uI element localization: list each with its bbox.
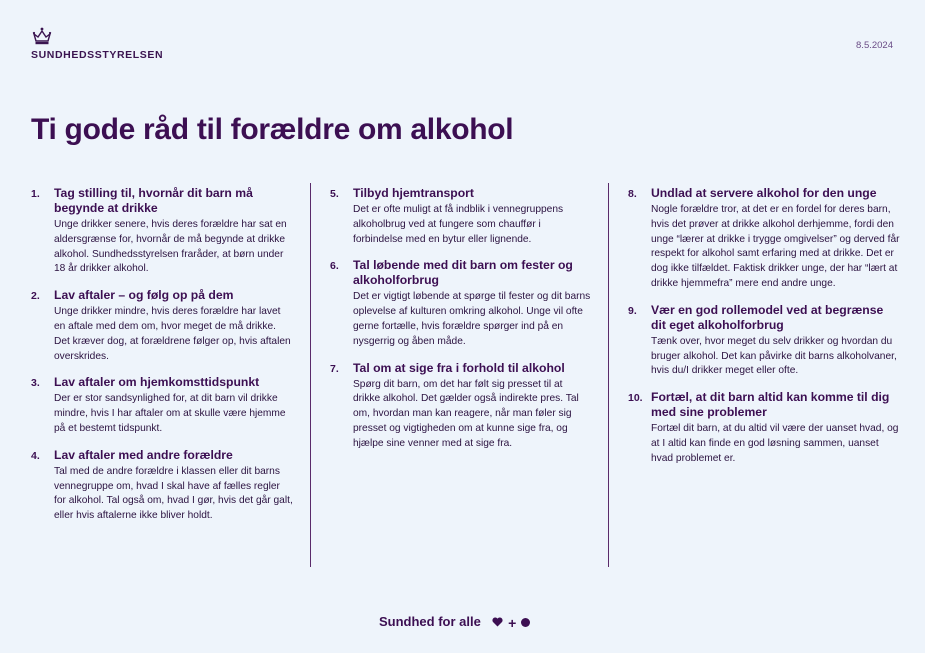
advice-heading: Lav aftaler – og følg op på dem — [54, 288, 234, 303]
advice-number: 7. — [330, 362, 339, 375]
advice-item-5 — [330, 186, 592, 247]
advice-number: 3. — [31, 377, 40, 390]
advice-body: Spørg dit barn, om det har følt sig presset til at drikke alkohol. Det gælder også indirekte pres. Tal om, hvordan man kan reagere, når man føler sig presset og vigtigheden om at kunne sige fra, og hjælpe sine venner med at sige fra. — [353, 378, 579, 449]
dot-icon — [521, 618, 530, 627]
advice-heading: Tilbyd hjemtransport — [353, 186, 474, 200]
advice-number: 9. — [628, 304, 637, 317]
advice-heading: Tal om at sige fra i forhold til alkohol — [353, 360, 565, 375]
advice-number: 8. — [628, 188, 637, 200]
brand-logo — [31, 26, 171, 61]
column-2 — [330, 186, 592, 463]
column-divider — [310, 183, 311, 567]
advice-item-9 — [628, 303, 900, 379]
advice-body: Det er ofte muligt at få indblik i vennegruppens alkoholbrug ved at fungere som chauffør i forbindelse med en bytur eller lignende. — [353, 204, 564, 245]
column-1 — [31, 186, 293, 535]
advice-item-4 — [31, 448, 293, 524]
plus-icon: + — [508, 614, 517, 631]
advice-number: 2. — [31, 290, 40, 303]
advice-body: Tal med de andre forældre i klassen eller dit barns vennegruppe om, hvad I skal have af fælles regler for alkohol. Tal også om, hvad I gør, hvis det går galt, eller hvis aftalerne ikke bliver holdt. — [54, 465, 293, 522]
footer-icons — [492, 614, 529, 631]
advice-heading: Fortæl, at dit barn altid kan komme til dig med sine problemer — [651, 390, 890, 420]
advice-item-3 — [31, 375, 293, 436]
advice-body: Der er stor sandsynlighed for, at dit barn vil drikke mindre, hvis I har aftaler om at skulle være hjemme på et bestemt tidspunkt. — [54, 393, 286, 434]
advice-number: 6. — [330, 260, 339, 273]
advice-heading: Tal løbende med dit barn om fester og alkoholforbrug — [353, 258, 573, 288]
advice-item-10 — [628, 390, 900, 466]
advice-item-6 — [330, 258, 592, 349]
crown-icon — [31, 26, 53, 46]
footer-tagline — [379, 614, 530, 631]
brand-name: SUNDHEDSSTYRELSEN — [31, 49, 164, 61]
advice-item-1 — [31, 186, 293, 277]
advice-number: 4. — [31, 449, 40, 462]
advice-number: 10. — [628, 392, 643, 405]
advice-body: Unge drikker senere, hvis deres forældre har sat en aldersgrænse for, hvornår de må begynde at drikke alkohol. Sundhedsstyrelsen fraråder, at børn under 18 år drikker alkohol. — [54, 219, 287, 275]
advice-body: Fortæl dit barn, at du altid vil være der uanset hvad, og at I altid kan finde en god løsning sammen, uanset hvad problemet er. — [651, 423, 899, 464]
heart-icon — [492, 615, 503, 630]
advice-heading: Tag stilling til, hvornår dit barn må begynde at drikke — [54, 186, 253, 215]
advice-body: Nogle forældre tror, at det er en fordel for deres barn, hvis det prøver at drikke alkohol derhjemme, fordi den unge “lærer at drikke i trygge omgivelser” og derved får respekt for alkohol samt erfaring med at drikke. Det er dog ikke tilfældet. Faktisk drikker unge, der har “lært at drikke hjemmefra” mere end andre unge. — [651, 204, 900, 289]
page-title: Ti gode råd til forældre om alkohol — [31, 113, 514, 146]
advice-item-8 — [628, 186, 900, 292]
column-divider — [608, 183, 609, 567]
advice-body: Unge drikker mindre, hvis deres forældre har lavet en aftale med dem om, hvor meget de må drikke. Det kræver dog, at forældrene følger op, hvis aftalen overskrides. — [54, 306, 291, 362]
tagline-text: Sundhed for alle — [379, 614, 481, 629]
advice-number: 5. — [330, 188, 339, 200]
document-date: 8.5.2024 — [856, 40, 893, 51]
advice-heading: Lav aftaler om hjemkomsttidspunkt — [54, 375, 260, 390]
advice-body: Det er vigtigt løbende at spørge til fester og dit barns oplevelse af kulturen omkring alkohol. Unge vil ofte gerne fortælle, hvis forældre spørger ind på en nysgerrig og åben måde. — [353, 291, 591, 347]
advice-item-7 — [330, 361, 592, 452]
advice-body: Tænk over, hvor meget du selv drikker og hvordan du bruger alkohol. Det kan påvirke dit barns alkoholvaner, hvis du/I drikker meget eller ofte. — [651, 335, 897, 377]
advice-heading: Lav aftaler med andre forældre — [54, 447, 233, 462]
advice-heading: Vær en god rollemodel ved at begrænse dit eget alkoholforbrug — [651, 302, 884, 332]
advice-heading: Undlad at servere alkohol for den unge — [651, 186, 877, 200]
column-3 — [628, 186, 900, 478]
advice-item-2 — [31, 288, 293, 364]
advice-number: 1. — [31, 188, 40, 200]
